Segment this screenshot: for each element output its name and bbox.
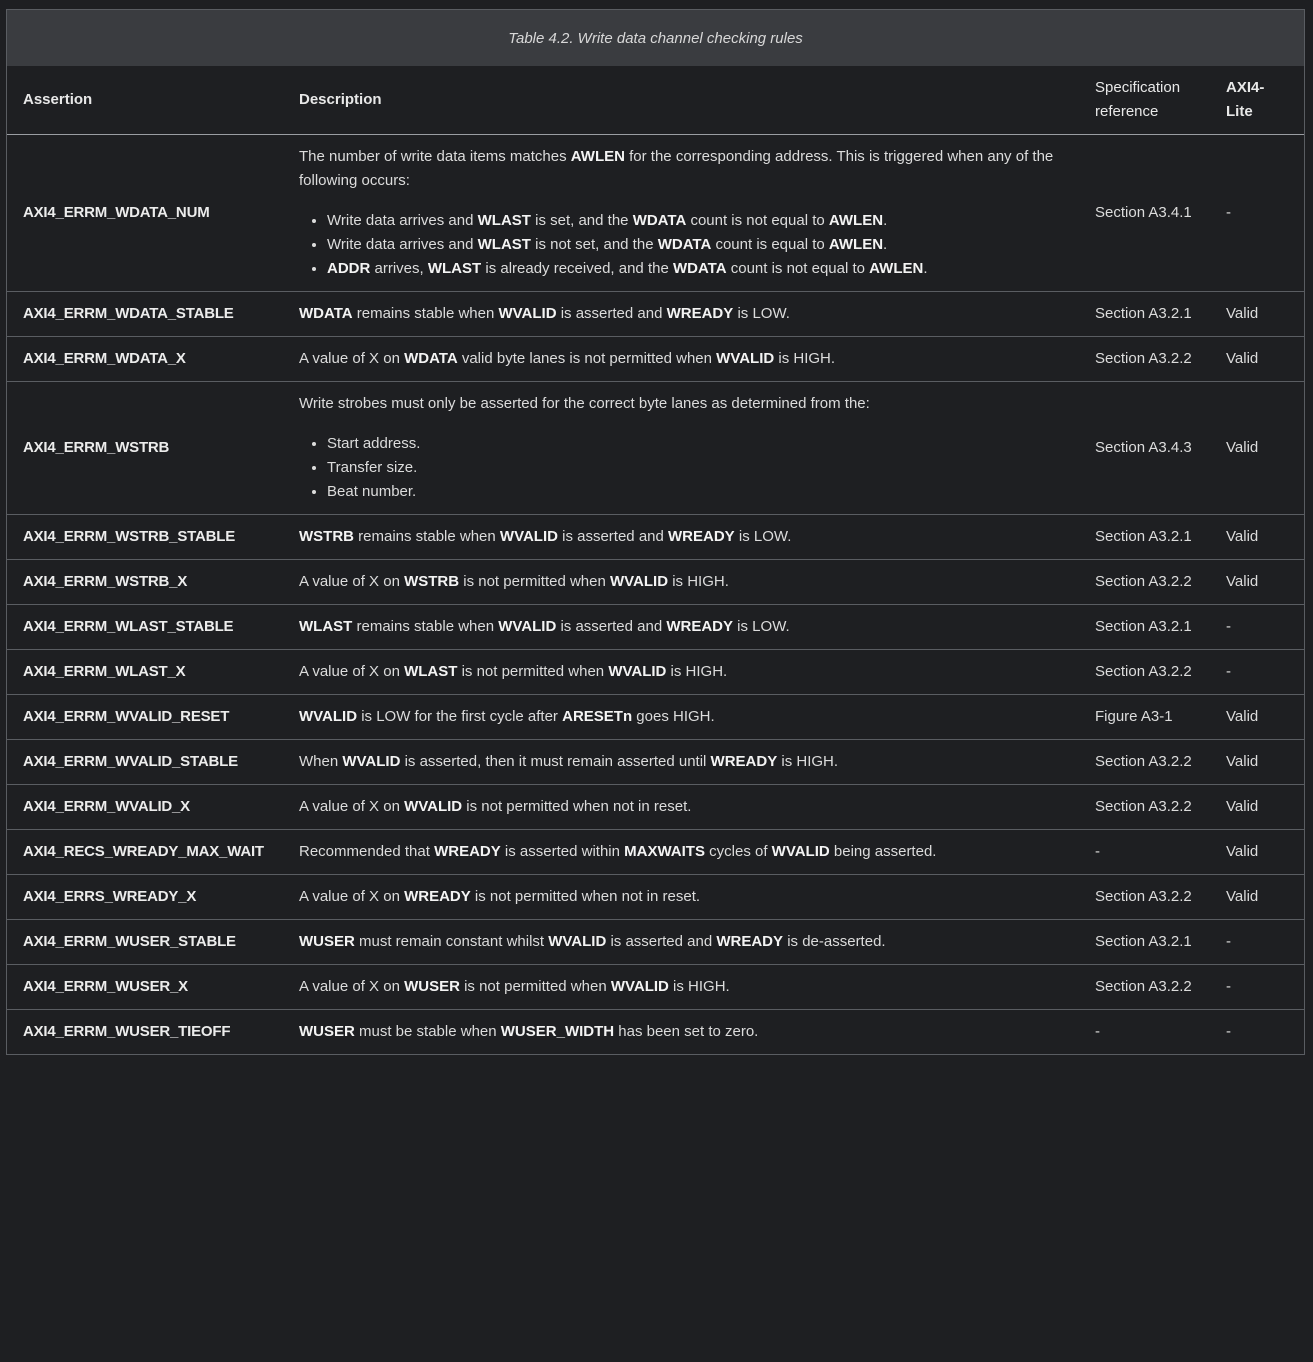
assertion-name: AXI4_ERRM_WSTRB [7,382,283,515]
text-segment: is HIGH. [666,663,728,680]
text-segment: Beat number. [327,483,417,500]
table-row [7,830,1304,875]
text-segment: A value of X on [299,350,405,367]
signal-name: WVALID [299,708,358,725]
spec-reference: Figure A3-1 [1079,695,1210,740]
assertion-name: AXI4_ERRM_WSTRB_STABLE [7,515,283,560]
text-segment: arrives, [370,260,428,277]
text-segment: remains stable when [354,528,500,545]
list-item [327,432,1063,456]
spec-reference: Section A3.2.2 [1079,740,1210,785]
table-row [7,740,1304,785]
text-segment: is not set, and the [530,236,658,253]
text-segment: A value of X on [299,573,405,590]
signal-name: WDATA [299,305,353,322]
axi4-lite-status: Valid [1210,515,1304,560]
signal-name: ARESETn [562,708,633,725]
signal-name: WLAST [427,260,482,277]
axi4-lite-status: Valid [1210,875,1304,920]
signal-name: WVALID [610,573,669,590]
description-text [299,930,1063,954]
text-segment: is asserted and [556,618,667,635]
signal-name: WUSER_WIDTH [500,1023,615,1040]
signal-name: WUSER [299,933,355,950]
assertion-name: AXI4_RECS_WREADY_MAX_WAIT [7,830,283,875]
description-text [299,1020,1063,1044]
description-text [299,795,1063,819]
signal-name: WLAST [299,618,353,635]
description [283,740,1079,785]
spec-reference: Section A3.2.2 [1079,650,1210,695]
text-segment: cycles of [704,843,772,860]
axi4-lite-status: - [1210,920,1304,965]
text-segment: Recommended that [299,843,435,860]
header-axi4-lite: AXI4-Lite [1210,66,1304,135]
spec-reference: Section A3.2.1 [1079,920,1210,965]
signal-name: AWLEN [869,260,924,277]
description-text [299,840,1063,864]
signal-name: WVALID [342,753,401,770]
spec-reference: Section A3.4.3 [1079,382,1210,515]
signal-name: WREADY [404,888,471,905]
table-row [7,605,1304,650]
signal-name: WLAST [404,663,458,680]
list-item [327,233,1063,257]
condition-list [299,209,1063,281]
description-text [299,705,1063,729]
text-segment: valid byte lanes is not permitted when [457,350,717,367]
text-segment: must remain constant whilst [354,933,549,950]
signal-name: WLAST [477,212,531,229]
text-segment: is LOW for the first cycle after [357,708,563,725]
signal-name: WUSER [404,978,460,995]
axi4-lite-status: - [1210,965,1304,1010]
header-assertion: Assertion [7,66,283,135]
text-segment: is LOW. [733,618,790,635]
spec-reference: Section A3.2.2 [1079,875,1210,920]
spec-reference: Section A3.2.1 [1079,515,1210,560]
text-segment: for the corresponding address. This is triggered when any of the following occurs: [299,148,1054,189]
signal-name: WREADY [666,618,734,635]
axi4-lite-status: Valid [1210,785,1304,830]
text-segment: . [883,236,888,253]
text-segment: is HIGH. [777,753,839,770]
text-segment: is not permitted when [457,663,609,680]
description-text [299,885,1063,909]
spec-reference: Section A3.2.2 [1079,560,1210,605]
text-segment: is not permitted when [459,978,611,995]
table-row [7,785,1304,830]
header-row [7,66,1304,135]
text-segment: is not permitted when [459,573,610,590]
description-text [299,975,1063,999]
spec-reference: Section A3.2.1 [1079,292,1210,337]
spec-reference: Section A3.2.2 [1079,785,1210,830]
text-segment: is already received, and the [481,260,673,277]
description [283,382,1079,515]
rules-table-container [6,9,1305,1055]
signal-name: WVALID [548,933,607,950]
table-row [7,965,1304,1010]
signal-name: WDATA [632,212,687,229]
text-segment: count is not equal to [686,212,829,229]
signal-name: AWLEN [570,148,625,165]
axi4-lite-status: Valid [1210,337,1304,382]
signal-name: WREADY [668,528,735,545]
axi4-lite-status: - [1210,135,1304,292]
signal-name: WDATA [657,236,712,253]
spec-reference: - [1095,1023,1100,1040]
signal-name: WLAST [477,236,531,253]
description-text [299,392,1063,416]
table-row [7,920,1304,965]
signal-name: WVALID [498,618,557,635]
condition-list [299,432,1063,504]
axi4-lite-status: Valid [1210,382,1304,515]
assertion-name: AXI4_ERRM_WVALID_X [7,785,283,830]
description-text [299,570,1063,594]
text-segment: When [299,753,343,770]
text-segment: is asserted within [500,843,625,860]
assertion-name: AXI4_ERRM_WDATA_STABLE [7,292,283,337]
description [283,292,1079,337]
description [283,605,1079,650]
description [283,337,1079,382]
spec-reference: Section A3.2.1 [1079,605,1210,650]
signal-name: WREADY [434,843,501,860]
assertion-name: AXI4_ERRM_WVALID_STABLE [7,740,283,785]
axi4-lite-status: - [1226,1023,1231,1040]
description-text [299,750,1063,774]
signal-name: AWLEN [828,236,884,253]
description [283,650,1079,695]
text-segment: is asserted and [606,933,717,950]
description [283,920,1079,965]
description-text [299,525,1063,549]
spec-reference: Section A3.2.2 [1079,337,1210,382]
description [283,515,1079,560]
text-segment: has been set to zero. [614,1023,759,1040]
spec-reference: - [1079,830,1210,875]
text-segment: Write data arrives and [327,212,478,229]
signal-name: WSTRB [299,528,354,545]
signal-name: WREADY [716,933,784,950]
signal-name: WVALID [498,305,557,322]
list-item [327,456,1063,480]
signal-name: WVALID [716,350,775,367]
description [283,135,1079,292]
table-row [7,560,1304,605]
table-row [7,337,1304,382]
text-segment: is asserted and [556,305,667,322]
description [283,830,1079,875]
axi4-lite-status: Valid [1210,740,1304,785]
table-body [7,135,1304,1055]
signal-name: WREADY [710,753,778,770]
table-caption: Table 4.2. Write data channel checking rules [7,10,1304,66]
text-segment: goes HIGH. [632,708,715,725]
text-segment: remains stable when [352,305,499,322]
table-row [7,695,1304,740]
signal-name: WREADY [666,305,734,322]
assertion-name: AXI4_ERRM_WLAST_STABLE [7,605,283,650]
text-segment: Write strobes must only be asserted for the correct byte lanes as determined from the: [299,395,870,412]
signal-name: ADDR [327,260,371,277]
text-segment: is not permitted when not in reset. [462,798,692,815]
text-segment: A value of X on [299,663,405,680]
text-segment: is LOW. [734,528,792,545]
text-segment: is HIGH. [668,978,730,995]
description [283,695,1079,740]
signal-name: MAXWAITS [624,843,705,860]
text-segment: being asserted. [829,843,937,860]
axi4-lite-status: Valid [1210,695,1304,740]
assertion-name: AXI4_ERRM_WSTRB_X [7,560,283,605]
assertion-name: AXI4_ERRM_WUSER_STABLE [7,920,283,965]
text-segment: is asserted and [557,528,669,545]
table-row [7,515,1304,560]
assertion-name: AXI4_ERRM_WDATA_X [7,337,283,382]
spec-reference: Section A3.4.1 [1079,135,1210,292]
table-row [7,1010,1304,1055]
signal-name: WVALID [404,798,463,815]
list-item [327,209,1063,233]
text-segment: A value of X on [299,978,405,995]
axi4-lite-status: Valid [1210,560,1304,605]
signal-name: WSTRB [404,573,460,590]
table-row [7,292,1304,337]
description-text [299,302,1063,326]
list-item [327,480,1063,504]
signal-name: WVALID [608,663,667,680]
assertion-name: AXI4_ERRS_WREADY_X [7,875,283,920]
text-segment: count is equal to [711,236,829,253]
assertion-name: AXI4_ERRM_WDATA_NUM [7,135,283,292]
description-text [299,347,1063,371]
table-row [7,382,1304,515]
description [283,560,1079,605]
axi4-lite-status: - [1210,605,1304,650]
description [283,965,1079,1010]
rules-table [7,66,1304,1054]
signal-name: WDATA [672,260,727,277]
header-description: Description [283,66,1079,135]
text-segment: count is not equal to [726,260,870,277]
assertion-name: AXI4_ERRM_WVALID_RESET [7,695,283,740]
header-spec-reference: Specification reference [1079,66,1210,135]
text-segment: remains stable when [352,618,499,635]
signal-name: WVALID [771,843,830,860]
text-segment: is HIGH. [774,350,836,367]
text-segment: A value of X on [299,798,405,815]
text-segment: is de-asserted. [783,933,886,950]
text-segment: . [923,260,928,277]
description-text [299,615,1063,639]
text-segment: Start address. [327,435,421,452]
table-row [7,650,1304,695]
spec-reference: Section A3.2.2 [1079,965,1210,1010]
text-segment: . [883,212,888,229]
description [283,785,1079,830]
signal-name: WUSER [299,1023,355,1040]
text-segment: is HIGH. [668,573,729,590]
text-segment: is set, and the [530,212,633,229]
table-row [7,875,1304,920]
description-text [299,660,1063,684]
description [283,1010,1079,1055]
text-segment: The number of write data items matches [299,148,571,165]
text-segment: is LOW. [733,305,790,322]
axi4-lite-status: Valid [1210,292,1304,337]
text-segment: A value of X on [299,888,405,905]
text-segment: Write data arrives and [327,236,478,253]
list-item [327,257,1063,281]
text-segment: is not permitted when not in reset. [470,888,701,905]
signal-name: WVALID [610,978,669,995]
text-segment: Transfer size. [327,459,418,476]
axi4-lite-status: Valid [1210,830,1304,875]
assertion-name: AXI4_ERRM_WLAST_X [7,650,283,695]
description-text [299,145,1063,193]
signal-name: WVALID [499,528,558,545]
text-segment: is asserted, then it must remain asserted until [400,753,711,770]
text-segment: must be stable when [354,1023,501,1040]
description [283,875,1079,920]
signal-name: WDATA [404,350,458,367]
axi4-lite-status: - [1210,650,1304,695]
table-row [7,135,1304,292]
assertion-name: AXI4_ERRM_WUSER_TIEOFF [23,1023,231,1040]
signal-name: AWLEN [828,212,884,229]
assertion-name: AXI4_ERRM_WUSER_X [7,965,283,1010]
